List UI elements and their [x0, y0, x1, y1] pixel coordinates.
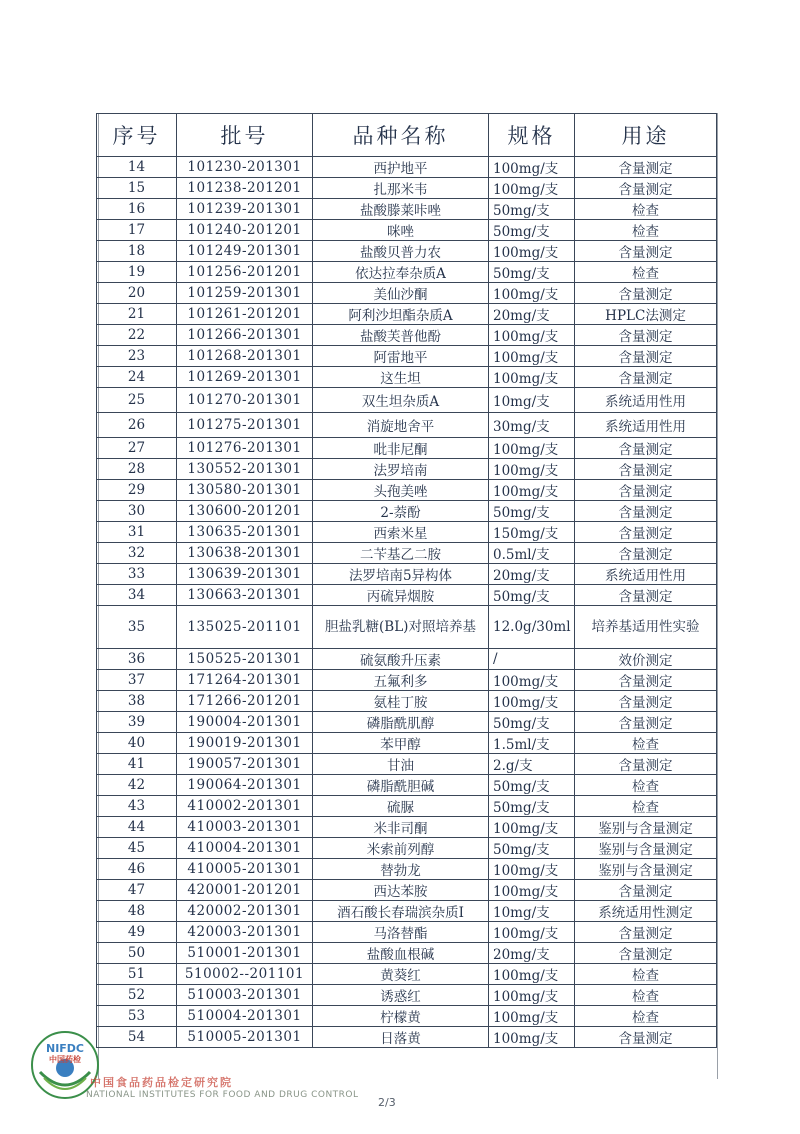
cell-specification: 100mg/支	[489, 480, 575, 501]
cell-specification: 1.5ml/支	[489, 733, 575, 754]
cell-usage: 含量测定	[575, 459, 717, 480]
cell-batch-no: 510001-201301	[177, 943, 313, 964]
cell-batch-no: 420003-201301	[177, 922, 313, 943]
cell-specification: 12.0g/30ml	[489, 606, 575, 649]
table-row	[97, 367, 717, 388]
cell-product-name: 甘油	[313, 754, 489, 775]
table-row	[97, 304, 717, 325]
cell-usage: 含量测定	[575, 157, 717, 178]
cell-specification: 150mg/支	[489, 522, 575, 543]
cell-serial-no: 30	[97, 501, 177, 522]
cell-serial-no: 18	[97, 241, 177, 262]
cell-batch-no: 190019-201301	[177, 733, 313, 754]
table-row	[97, 691, 717, 712]
table-row	[97, 880, 717, 901]
cell-serial-no: 21	[97, 304, 177, 325]
cell-usage: 鉴别与含量测定	[575, 817, 717, 838]
cell-batch-no: 410002-201301	[177, 796, 313, 817]
table-row	[97, 606, 717, 649]
cell-serial-no: 43	[97, 796, 177, 817]
table-row	[97, 178, 717, 199]
cell-usage: 培养基适用性实验	[575, 606, 717, 649]
cell-product-name: 扎那米韦	[313, 178, 489, 199]
cell-serial-no: 16	[97, 199, 177, 220]
cell-usage: 含量测定	[575, 501, 717, 522]
cell-product-name: 米索前列醇	[313, 838, 489, 859]
cell-batch-no: 190057-201301	[177, 754, 313, 775]
table-row	[97, 985, 717, 1006]
table-row	[97, 283, 717, 304]
cell-product-name: 2-萘酚	[313, 501, 489, 522]
table-row	[97, 388, 717, 413]
cell-product-name: 西索米星	[313, 522, 489, 543]
cell-serial-no: 52	[97, 985, 177, 1006]
cell-usage: 系统适用性用	[575, 413, 717, 438]
cell-specification: 2.g/支	[489, 754, 575, 775]
table-row	[97, 775, 717, 796]
cell-usage: 含量测定	[575, 480, 717, 501]
cell-serial-no: 26	[97, 413, 177, 438]
cell-specification: 50mg/支	[489, 775, 575, 796]
cell-specification: 100mg/支	[489, 922, 575, 943]
footer-org-name-en: NATIONAL INSTITUTES FOR FOOD AND DRUG CONTROL	[86, 1090, 359, 1100]
table-row	[97, 817, 717, 838]
cell-product-name: 胆盐乳糖(BL)对照培养基	[313, 606, 489, 649]
cell-product-name: 美仙沙酮	[313, 283, 489, 304]
table-row	[97, 438, 717, 459]
cell-serial-no: 38	[97, 691, 177, 712]
cell-serial-no: 25	[97, 388, 177, 413]
cell-batch-no: 171264-201301	[177, 670, 313, 691]
cell-product-name: 柠檬黄	[313, 1006, 489, 1027]
cell-batch-no: 101256-201201	[177, 262, 313, 283]
cell-product-name: 西达苯胺	[313, 880, 489, 901]
cell-usage: 含量测定	[575, 880, 717, 901]
cell-serial-no: 47	[97, 880, 177, 901]
cell-batch-no: 130639-201301	[177, 564, 313, 585]
cell-specification: 100mg/支	[489, 964, 575, 985]
cell-batch-no: 190004-201301	[177, 712, 313, 733]
table-row	[97, 199, 717, 220]
cell-usage: 含量测定	[575, 585, 717, 606]
cell-product-name: 氨桂丁胺	[313, 691, 489, 712]
cell-usage: 系统适用性测定	[575, 901, 717, 922]
cell-serial-no: 29	[97, 480, 177, 501]
cell-usage: 检查	[575, 199, 717, 220]
logo-cn-text: 中国药检	[49, 1055, 81, 1064]
cell-batch-no: 510003-201301	[177, 985, 313, 1006]
table-row	[97, 241, 717, 262]
cell-product-name: 这生坦	[313, 367, 489, 388]
cell-specification: 100mg/支	[489, 670, 575, 691]
cell-batch-no: 150525-201301	[177, 649, 313, 670]
table-row	[97, 859, 717, 880]
table-row	[97, 1006, 717, 1027]
cell-usage: 含量测定	[575, 325, 717, 346]
table-row	[97, 262, 717, 283]
cell-serial-no: 45	[97, 838, 177, 859]
cell-specification: 100mg/支	[489, 367, 575, 388]
cell-serial-no: 14	[97, 157, 177, 178]
cell-serial-no: 54	[97, 1027, 177, 1048]
cell-specification: 30mg/支	[489, 413, 575, 438]
cell-usage: 检查	[575, 733, 717, 754]
cell-product-name: 西护地平	[313, 157, 489, 178]
cell-specification: 50mg/支	[489, 585, 575, 606]
cell-batch-no: 101239-201301	[177, 199, 313, 220]
cell-serial-no: 32	[97, 543, 177, 564]
cell-batch-no: 171266-201201	[177, 691, 313, 712]
cell-specification: 100mg/支	[489, 346, 575, 367]
cell-specification: 100mg/支	[489, 325, 575, 346]
cell-usage: 检查	[575, 964, 717, 985]
table-row	[97, 754, 717, 775]
cell-serial-no: 24	[97, 367, 177, 388]
cell-usage: 系统适用性用	[575, 564, 717, 585]
cell-product-name: 盐酸芙普他酚	[313, 325, 489, 346]
cell-product-name: 阿利沙坦酯杂质A	[313, 304, 489, 325]
cell-product-name: 法罗培南	[313, 459, 489, 480]
cell-batch-no: 101259-201301	[177, 283, 313, 304]
header-product-name: 品种名称	[313, 114, 489, 157]
cell-usage: 检查	[575, 220, 717, 241]
cell-specification: 50mg/支	[489, 838, 575, 859]
cell-usage: 检查	[575, 796, 717, 817]
table-row	[97, 649, 717, 670]
table-row	[97, 325, 717, 346]
cell-serial-no: 41	[97, 754, 177, 775]
cell-serial-no: 23	[97, 346, 177, 367]
cell-serial-no: 39	[97, 712, 177, 733]
cell-batch-no: 101276-201301	[177, 438, 313, 459]
cell-product-name: 盐酸贝普力农	[313, 241, 489, 262]
cell-specification: 100mg/支	[489, 459, 575, 480]
cell-serial-no: 27	[97, 438, 177, 459]
cell-usage: 含量测定	[575, 241, 717, 262]
cell-usage: 含量测定	[575, 283, 717, 304]
cell-batch-no: 101249-201301	[177, 241, 313, 262]
table-row	[97, 220, 717, 241]
cell-serial-no: 20	[97, 283, 177, 304]
cell-serial-no: 40	[97, 733, 177, 754]
cell-serial-no: 42	[97, 775, 177, 796]
cell-product-name: 硫氨酸升压素	[313, 649, 489, 670]
cell-specification: 100mg/支	[489, 283, 575, 304]
cell-batch-no: 420002-201301	[177, 901, 313, 922]
table-row	[97, 501, 717, 522]
cell-specification: 100mg/支	[489, 817, 575, 838]
cell-specification: 10mg/支	[489, 901, 575, 922]
cell-usage: 鉴别与含量测定	[575, 859, 717, 880]
cell-product-name: 二苄基乙二胺	[313, 543, 489, 564]
page-number: 2/3	[378, 1096, 396, 1109]
cell-usage: 含量测定	[575, 1027, 717, 1048]
cell-specification: /	[489, 649, 575, 670]
table-row	[97, 564, 717, 585]
cell-product-name: 双生坦杂质A	[313, 388, 489, 413]
cell-batch-no: 420001-201201	[177, 880, 313, 901]
cell-serial-no: 37	[97, 670, 177, 691]
cell-batch-no: 190064-201301	[177, 775, 313, 796]
table-row	[97, 964, 717, 985]
table-row	[97, 480, 717, 501]
cell-batch-no: 135025-201101	[177, 606, 313, 649]
cell-batch-no: 101230-201301	[177, 157, 313, 178]
cell-specification: 100mg/支	[489, 880, 575, 901]
cell-product-name: 吡非尼酮	[313, 438, 489, 459]
cell-product-name: 盐酸血根碱	[313, 943, 489, 964]
table-header-row	[97, 114, 717, 157]
cell-product-name: 马洛替酯	[313, 922, 489, 943]
table-row	[97, 670, 717, 691]
cell-serial-no: 51	[97, 964, 177, 985]
cell-specification: 50mg/支	[489, 220, 575, 241]
cell-serial-no: 15	[97, 178, 177, 199]
table-row	[97, 413, 717, 438]
cell-serial-no: 46	[97, 859, 177, 880]
cell-product-name: 磷脂酰胆碱	[313, 775, 489, 796]
cell-product-name: 法罗培南5异构体	[313, 564, 489, 585]
cell-specification: 100mg/支	[489, 1027, 575, 1048]
header-serial-no: 序号	[97, 114, 177, 157]
table-row	[97, 943, 717, 964]
table-row	[97, 712, 717, 733]
footer-org-name-cn: 中国食品药品检定研究院	[90, 1076, 233, 1089]
cell-specification: 50mg/支	[489, 796, 575, 817]
table-row	[97, 733, 717, 754]
cell-usage: 含量测定	[575, 922, 717, 943]
cell-batch-no: 101261-201201	[177, 304, 313, 325]
cell-product-name: 头孢美唑	[313, 480, 489, 501]
cell-product-name: 依达拉奉杂质A	[313, 262, 489, 283]
cell-batch-no: 510005-201301	[177, 1027, 313, 1048]
cell-specification: 50mg/支	[489, 262, 575, 283]
cell-product-name: 五氟利多	[313, 670, 489, 691]
cell-specification: 50mg/支	[489, 199, 575, 220]
cell-usage: 含量测定	[575, 712, 717, 733]
cell-batch-no: 410005-201301	[177, 859, 313, 880]
cell-specification: 50mg/支	[489, 501, 575, 522]
cell-batch-no: 130552-201301	[177, 459, 313, 480]
cell-usage: 鉴别与含量测定	[575, 838, 717, 859]
cell-batch-no: 410004-201301	[177, 838, 313, 859]
cell-specification: 100mg/支	[489, 178, 575, 199]
cell-serial-no: 17	[97, 220, 177, 241]
cell-product-name: 替勃龙	[313, 859, 489, 880]
cell-specification: 0.5ml/支	[489, 543, 575, 564]
cell-usage: 含量测定	[575, 367, 717, 388]
header-batch-no: 批号	[177, 114, 313, 157]
cell-serial-no: 28	[97, 459, 177, 480]
table-row	[97, 459, 717, 480]
table-row	[97, 522, 717, 543]
cell-serial-no: 33	[97, 564, 177, 585]
cell-serial-no: 48	[97, 901, 177, 922]
cell-batch-no: 130600-201201	[177, 501, 313, 522]
cell-usage: 检查	[575, 775, 717, 796]
cell-batch-no: 130580-201301	[177, 480, 313, 501]
cell-product-name: 咪唑	[313, 220, 489, 241]
cell-serial-no: 34	[97, 585, 177, 606]
cell-batch-no: 101266-201301	[177, 325, 313, 346]
cell-batch-no: 101270-201301	[177, 388, 313, 413]
cell-product-name: 诱惑红	[313, 985, 489, 1006]
cell-product-name: 黄葵红	[313, 964, 489, 985]
cell-specification: 100mg/支	[489, 157, 575, 178]
cell-usage: 效价测定	[575, 649, 717, 670]
cell-product-name: 酒石酸长春瑞滨杂质I	[313, 901, 489, 922]
cell-specification: 100mg/支	[489, 241, 575, 262]
cell-serial-no: 36	[97, 649, 177, 670]
cell-specification: 100mg/支	[489, 691, 575, 712]
cell-specification: 100mg/支	[489, 438, 575, 459]
cell-batch-no: 101275-201301	[177, 413, 313, 438]
cell-specification: 20mg/支	[489, 564, 575, 585]
cell-specification: 100mg/支	[489, 859, 575, 880]
cell-product-name: 丙硫异烟胺	[313, 585, 489, 606]
cell-serial-no: 19	[97, 262, 177, 283]
cell-serial-no: 44	[97, 817, 177, 838]
cell-batch-no: 510004-201301	[177, 1006, 313, 1027]
cell-usage: 含量测定	[575, 943, 717, 964]
cell-product-name: 米非司酮	[313, 817, 489, 838]
header-usage: 用途	[575, 114, 717, 157]
cell-batch-no: 101240-201201	[177, 220, 313, 241]
cell-serial-no: 35	[97, 606, 177, 649]
table-row	[97, 1027, 717, 1048]
cell-usage: 检查	[575, 1006, 717, 1027]
cell-batch-no: 101269-201301	[177, 367, 313, 388]
table-row	[97, 901, 717, 922]
table-row	[97, 922, 717, 943]
cell-product-name: 盐酸滕莱咔唑	[313, 199, 489, 220]
cell-usage: 含量测定	[575, 438, 717, 459]
cell-batch-no: 130663-201301	[177, 585, 313, 606]
cell-product-name: 苯甲醇	[313, 733, 489, 754]
cell-serial-no: 31	[97, 522, 177, 543]
table-row	[97, 585, 717, 606]
cell-usage: 含量测定	[575, 670, 717, 691]
cell-batch-no: 101238-201201	[177, 178, 313, 199]
table-row	[97, 346, 717, 367]
cell-serial-no: 50	[97, 943, 177, 964]
cell-batch-no: 130638-201301	[177, 543, 313, 564]
cell-usage: 含量测定	[575, 522, 717, 543]
header-specification: 规格	[489, 114, 575, 157]
table-body	[97, 157, 717, 1048]
cell-product-name: 消旋地舍平	[313, 413, 489, 438]
cell-batch-no: 101268-201301	[177, 346, 313, 367]
cell-usage: 含量测定	[575, 754, 717, 775]
cell-usage: 含量测定	[575, 543, 717, 564]
cell-usage: HPLC法测定	[575, 304, 717, 325]
cell-usage: 检查	[575, 985, 717, 1006]
cell-batch-no: 130635-201301	[177, 522, 313, 543]
table-row	[97, 157, 717, 178]
cell-usage: 含量测定	[575, 178, 717, 199]
cell-specification: 10mg/支	[489, 388, 575, 413]
logo-text: NIFDC	[45, 1042, 85, 1055]
cell-batch-no: 510002--201101	[177, 964, 313, 985]
reference-standards-table	[96, 113, 717, 1048]
cell-usage: 含量测定	[575, 691, 717, 712]
table-row	[97, 543, 717, 564]
cell-usage: 系统适用性用	[575, 388, 717, 413]
cell-product-name: 阿雷地平	[313, 346, 489, 367]
cell-serial-no: 22	[97, 325, 177, 346]
cell-product-name: 日落黄	[313, 1027, 489, 1048]
cell-usage: 检查	[575, 262, 717, 283]
table-row	[97, 796, 717, 817]
cell-specification: 50mg/支	[489, 712, 575, 733]
cell-specification: 20mg/支	[489, 304, 575, 325]
cell-serial-no: 49	[97, 922, 177, 943]
cell-specification: 100mg/支	[489, 1006, 575, 1027]
cell-specification: 20mg/支	[489, 943, 575, 964]
cell-serial-no: 53	[97, 1006, 177, 1027]
cell-specification: 100mg/支	[489, 985, 575, 1006]
cell-batch-no: 410003-201301	[177, 817, 313, 838]
table-row	[97, 838, 717, 859]
cell-product-name: 硫脲	[313, 796, 489, 817]
cell-usage: 含量测定	[575, 346, 717, 367]
cell-product-name: 磷脂酰肌醇	[313, 712, 489, 733]
